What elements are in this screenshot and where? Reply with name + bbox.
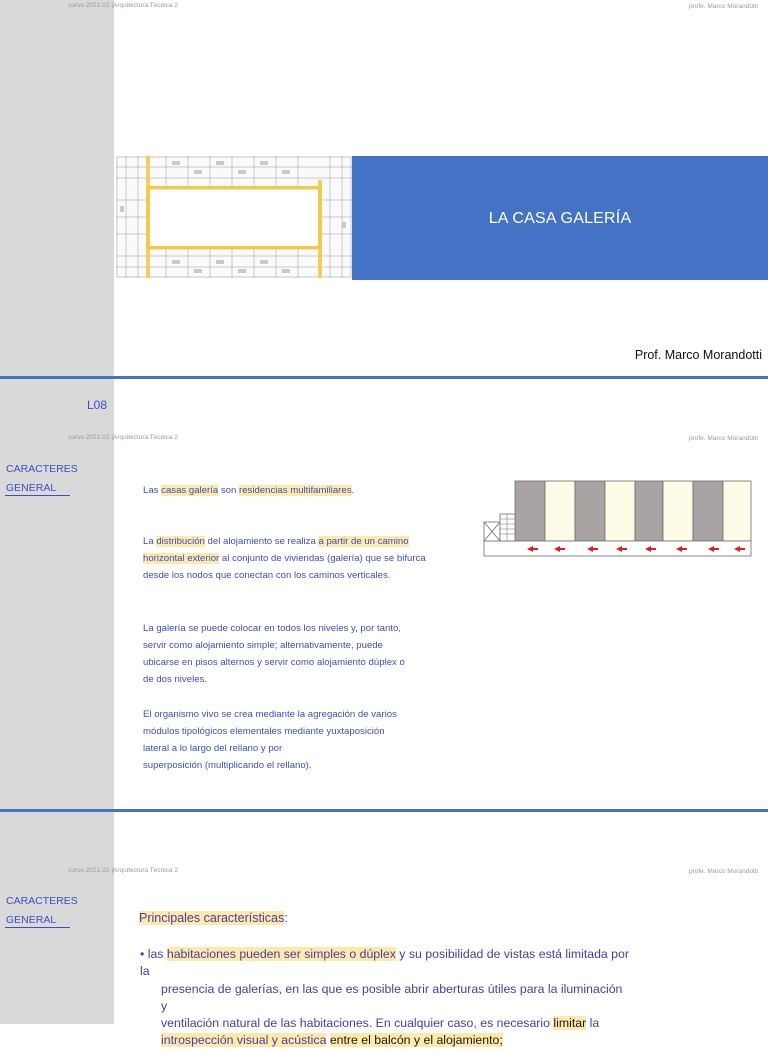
title-band [352, 156, 768, 280]
course-label: curso 2021-22 |Arquitectura Técnica 2 [68, 867, 178, 874]
professor-small-label: profe. Marco Morandotti [688, 435, 758, 442]
nav-link-general[interactable]: GENERAL [6, 914, 57, 926]
slide-characteristics [0, 812, 768, 1048]
paragraph-levels: La galería se puede colocar en todos los niveles y, por tanto, servir como alojamiento simple; alternativamente, puede ubicarse en pisos alternos y servir como alojamiento dúplex o de dos niveles. [143, 623, 405, 685]
nav-link-caracteres[interactable]: CARACTERES [6, 895, 78, 907]
floor-plan-image [116, 156, 352, 278]
lesson-number: L08 [87, 398, 108, 412]
nav-underline [5, 927, 70, 928]
course-label: curso 2021-22 |Arquitectura Técnica 2 [68, 2, 178, 9]
slide-title [0, 0, 768, 376]
slide-definition [0, 379, 768, 809]
author-name: Prof. Marco Morandotti [634, 348, 762, 362]
gallery-diagram [483, 480, 753, 560]
course-label: curso 2021-22 |Arquitectura Técnica 2 [68, 434, 178, 441]
paragraph-distribution: La distribución del alojamiento se realiza a partir de un camino horizontal exterior al conjunto de viviendas (galería) que se bifurca desde los nodos que conectan con los caminos verticales. [143, 536, 426, 581]
nav-link-caracteres[interactable]: CARACTERES [6, 463, 78, 475]
nav-underline [5, 495, 70, 496]
presentation-title: LA CASA GALERÍA [488, 210, 632, 227]
professor-small-label: profe. Marco Morandotti [688, 868, 758, 875]
paragraph-organism: El organismo vivo se crea mediante la agregación de varios módulos tipológicos elementales mediante yuxtaposición lateral a lo largo del rellano y por superposición (multiplicando el rellano). [143, 709, 397, 771]
paragraph-intro: Las casas galería son residencias multifamiliares. [143, 485, 355, 496]
slide-gutter [0, 379, 114, 809]
bullet-rooms: • las habitaciones pueden ser simples o dúplex y su posibilidad de vistas está limitada por la presencia de galerías, en las que es posible abrir aberturas útiles para la iluminación y ventilación natural de las habitaciones. En cualquier caso, es necesario limitar la introspección visual y acústica entre el balcón y el alojamiento; [140, 947, 629, 1048]
professor-small-label: profe. Marco Morandotti [688, 3, 758, 10]
slide-gutter [0, 0, 114, 376]
section-heading: Principales características: [139, 911, 288, 925]
nav-link-general[interactable]: GENERAL [6, 482, 57, 494]
